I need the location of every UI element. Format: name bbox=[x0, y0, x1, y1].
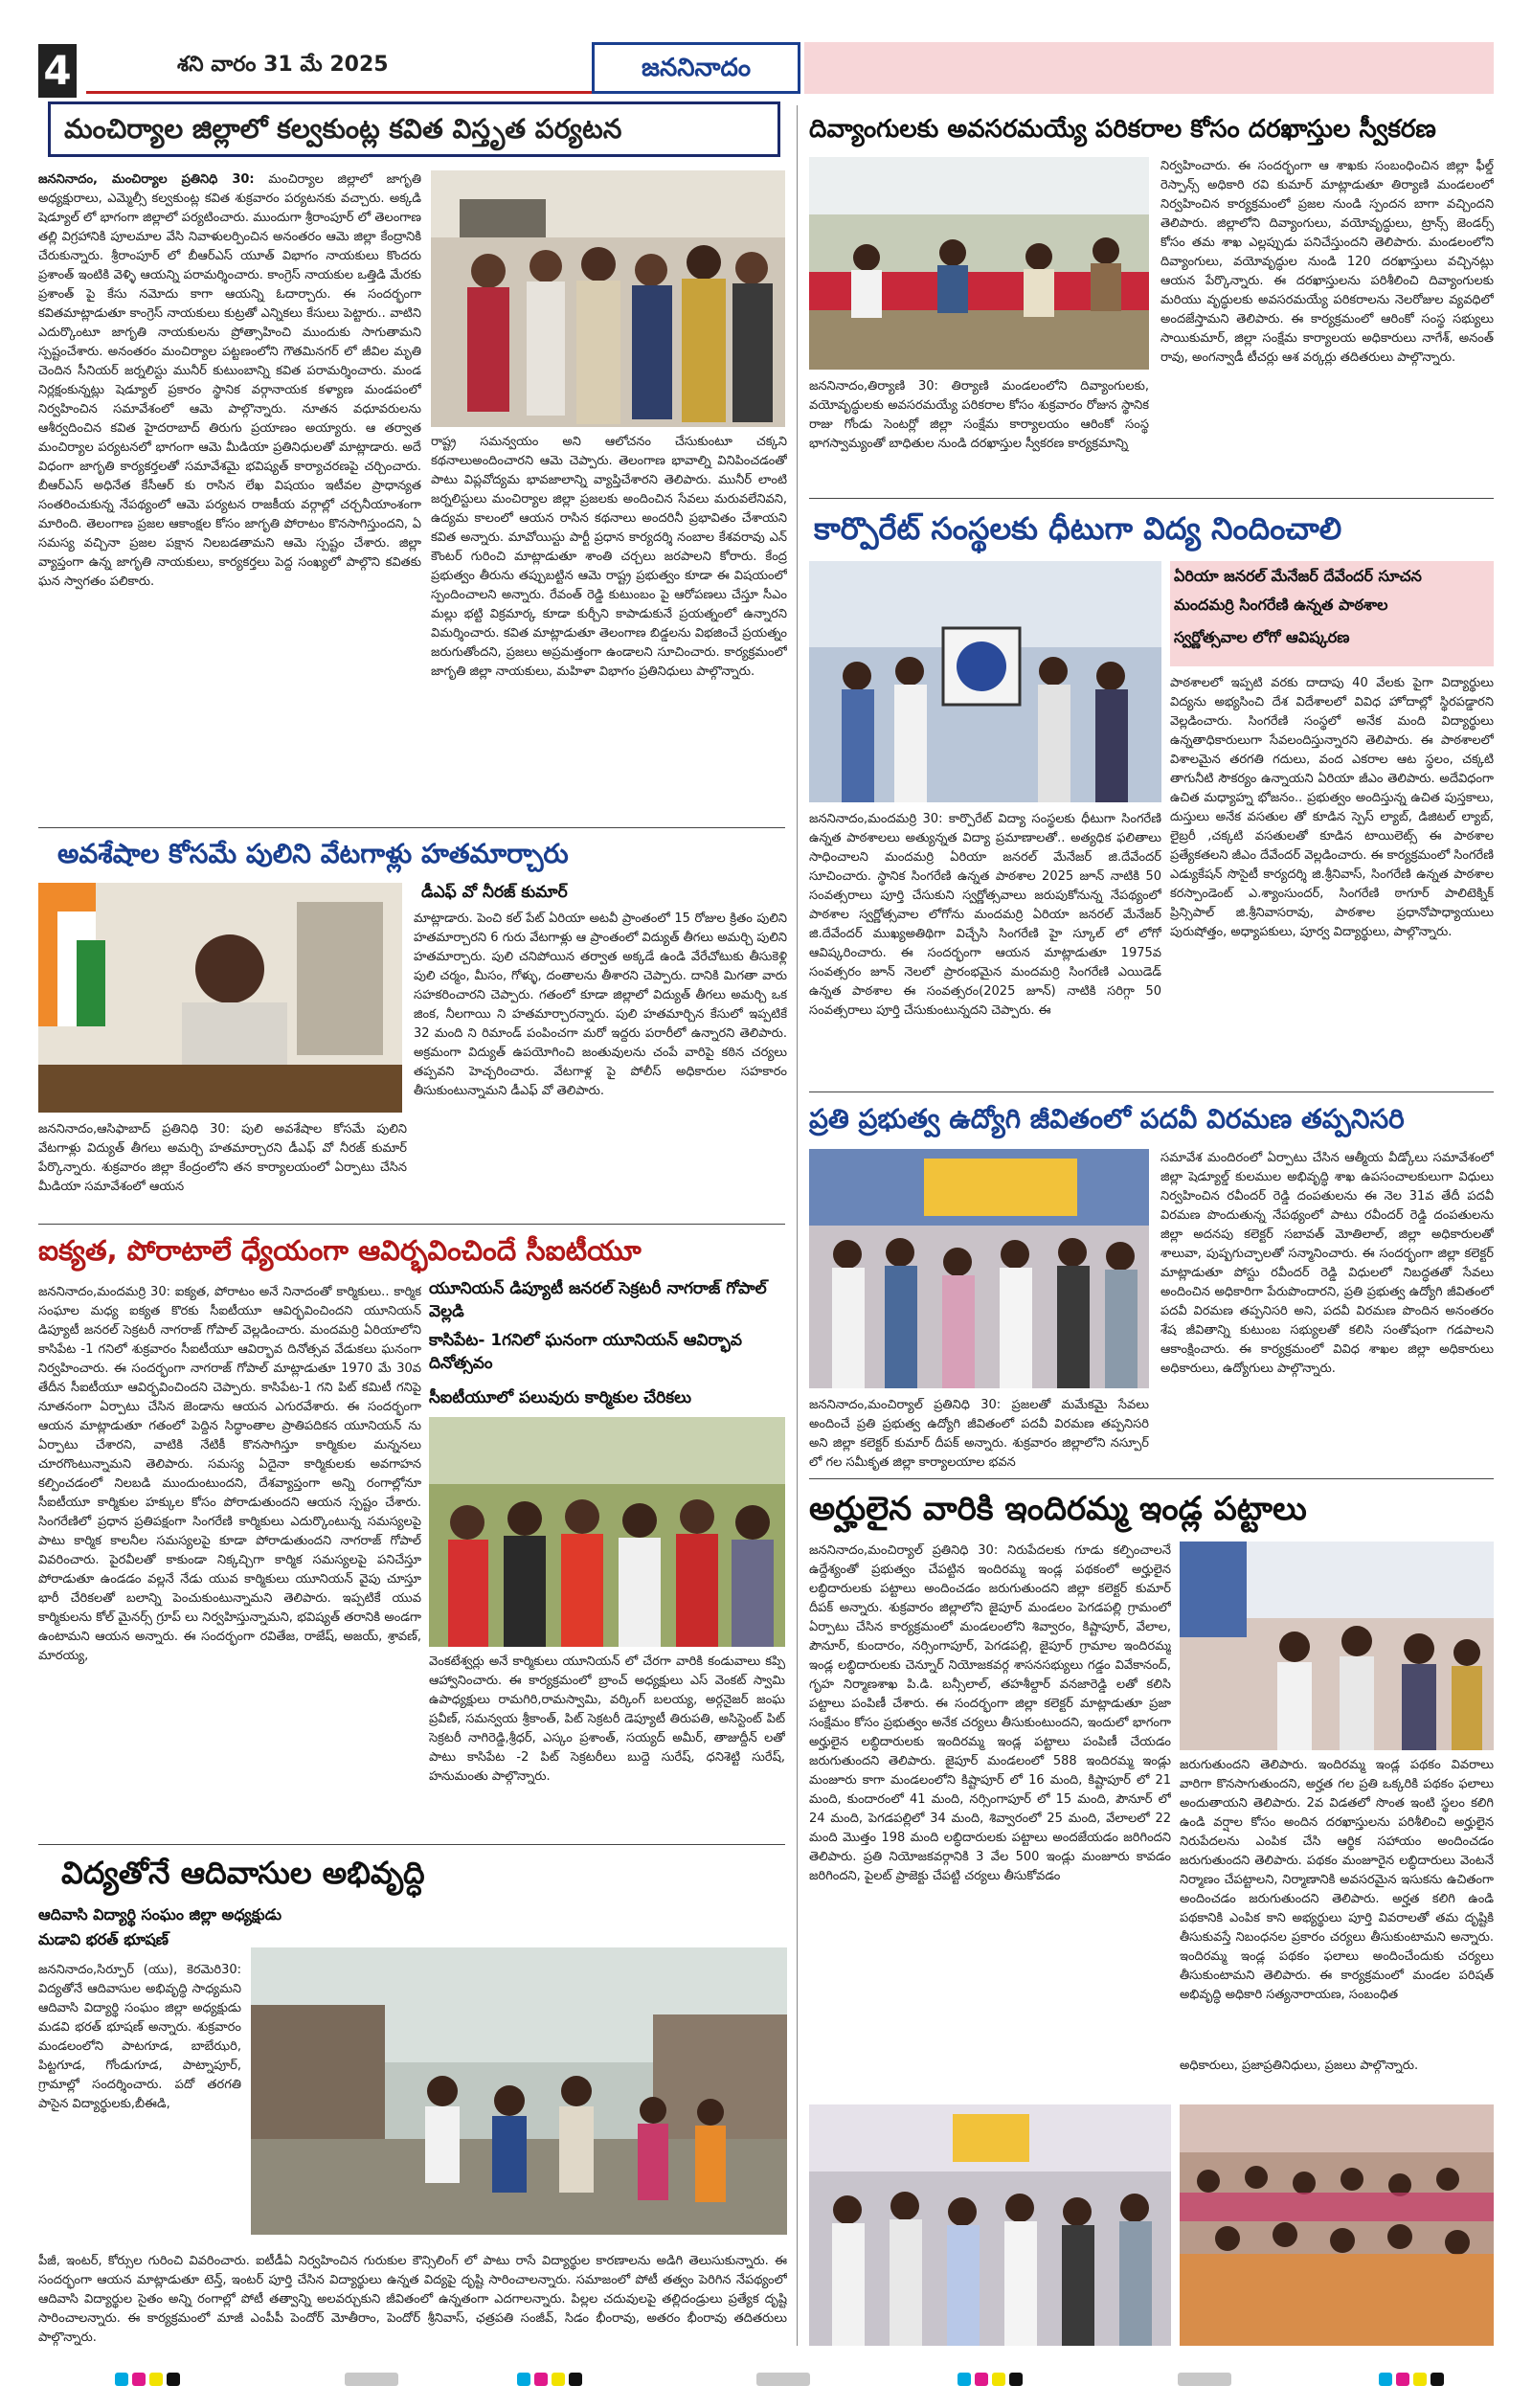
corporate-subhead-2: మందమర్రి సింగరేణి ఉన్నత పాఠశాల bbox=[1174, 596, 1388, 614]
registration-marks bbox=[115, 2373, 180, 2386]
section-rule bbox=[38, 1844, 785, 1845]
indiramma-body-tail: అధికారులు, ప్రజాప్రతినిధులు, ప్రజలు పాల్గొన్నారు. bbox=[1180, 2059, 1419, 2073]
kavitha-body bbox=[38, 170, 421, 821]
adivasi-photo bbox=[251, 1947, 787, 2235]
corporate-headline: కార్పొరేట్ సంస్థలకు ధీటుగా విద్య నిందించాలి bbox=[814, 510, 1342, 547]
adivasi-subhead-2: మడావి భరత్ భూషణ్ bbox=[38, 1930, 169, 1948]
header-band bbox=[804, 42, 1494, 94]
corporate-subhead-1: ఏరియా జనరల్ మేనేజర్ దేవేందర్ సూచన bbox=[1174, 567, 1422, 585]
corporate-photo bbox=[809, 561, 1161, 802]
section-rule bbox=[809, 1091, 1494, 1092]
citu-subhead-2: కాసిపేట- 1గనిలో ఘనంగా యూనియన్ ఆవిర్భావ దినోత్సవం bbox=[429, 1331, 742, 1373]
registration-bar bbox=[1178, 2373, 1231, 2386]
retire-caption: జననినాదం,మంచిర్యాల్ ప్రతినిధి 30: ప్రజలతో మమేకమై సేవలు అందించే ప్రతి ప్రభుత్వ ఉద్యోగి జీవితంలో పదవీ విరమణ తప్పనిసరి అని జిల్లా కలెక్టర్ కుమార్ దీపక్ అన్నారు. శుక్రవారం జిల్లాలోని నస్పూర్ లో గల సమీకృత జిల్లా కార్యాలయాల భవన bbox=[809, 1398, 1149, 1470]
retire-photo bbox=[809, 1149, 1149, 1388]
adivasi-body-bottom: పీజీ, ఇంటర్, కోర్సుల గురించి వివరించారు. ఐటీడీఏ నిర్వహించిన గురుకుల కౌన్సిలింగ్ లో పాటు రాసే విద్యార్థుల కారణాలను అడిగి తెలుసుకున్నారు. ఈ సందర్భంగా ఆయన మాట్లాడుతూ టెన్త్, ఇంటర్ పూర్తి చేసిన విద్యార్థులు ఉన్నత విద్యపై దృష్టి సారించాలన్నారు. సమాజంలో పోటీ తత్వం పెరిగిన నేపథ్యంలో ఆదివాసి విద్యార్థుల సైతం అన్ని రంగాల్లో పోటీ తత్వాన్ని అలవర్చుకుని జీవితంలో ఉన్నతంగా ఎదగాలన్నారు. పిల్లల చదువులపై తల్లిదండ్రులు ప్రత్యేక దృష్టి సారించాలన్నారు. ఈ కార్యక్రమంలో మాజీ ఎంపీపీ పెందోర్ మోతీరాం, పెందోర్ శ్రీనివాస్, ఛత్రపతి సంజీవ్, సిడం భీంరావు, అతరం భీంరావు తదితరులు పాల్గొన్నారు. bbox=[38, 2254, 787, 2345]
kavitha-headline: మంచిర్యాల జిల్లాలో కల్వకుంట్ల కవిత విస్తృత పర్యటన bbox=[48, 101, 780, 157]
retire-body: సమావేశ మందిరంలో ఏర్పాటు చేసిన ఆత్మీయ వీడ్కోలు సమావేశంలో జిల్లా షెడ్యూల్డ్ కులముల అభివృద్ధి శాఖ ఉపసంచాలకులుగా విధులు నిర్వహించిన రవీందర్ రెడ్డి దంపతులను ఈ నెల 31వ తేదీ పదవీ విరమణ పొందుతున్న నేపథ్యంలో పాటు రవీందర్ రెడ్డి దంపతులను జిల్లా అదనపు కలెక్టర్ సబావత్ మోతిలాల్, జిల్లా అధికారులతో శాలువా, పుష్పగుచ్ఛాలతో సన్మానించారు. ఈ సందర్భంగా జిల్లా కలెక్టర్ మాట్లాడుతూ పోస్టు రవీందర్ రెడ్డి విధులలో నిబద్ధతతో సేవలు అందించిన అధికారిగా పేరుపొందారని, ప్రతి ప్రభుత్వ ఉద్యోగి జీవితంలో పదవీ విరమణ తప్పనిసరి అని, పదవీ విరమణ పొందిన అనంతరం శేష జీవితాన్ని కుటుంబ సభ్యులతో కలిసి సంతోషంగా గడపాలని ఆకాంక్షించారు. ఈ కార్యక్రమంలో వివిధ శాఖల జిల్లా అధికారులు అధికారులు, ఉద్యోగులు పాల్గొన్నారు. bbox=[1160, 1151, 1494, 1376]
section-rule bbox=[38, 1224, 785, 1225]
section-rule bbox=[809, 1478, 1494, 1479]
registration-marks bbox=[1379, 2373, 1444, 2386]
retire-headline: ప్రతి ప్రభుత్వ ఉద్యోగి జీవితంలో పదవీ విరమణ తప్పనిసరి bbox=[809, 1103, 1405, 1135]
tiger-subhead: డీఎఫ్ వో నీరజ్ కుమార్ bbox=[421, 883, 568, 902]
section-rule bbox=[38, 827, 785, 828]
citu-subhead-1: యూనియన్ డిప్యూటీ జనరల్ సెక్రటరీ నాగరాజ్ గోపాల్ వెల్లడి bbox=[429, 1279, 767, 1321]
citu-headline: ఐక్యత, పోరాటాలే ధ్యేయంగా ఆవిర్భవించిందే సీఐటీయూ bbox=[38, 1234, 642, 1267]
adivasi-headline: విద్యతోనే ఆదివాసుల అభివృద్ధి bbox=[61, 1855, 425, 1891]
tiger-photo bbox=[38, 883, 402, 1113]
divyang-headline: దివ్యాంగులకు అవసరమయ్యే పరికరాల కోసం దరఖాస్తుల స్వీకరణ bbox=[809, 115, 1436, 144]
divyang-caption: జననినాదం,తిర్యాణి 30: తిర్యాణి మండలంలోని దివ్యాంగులకు, వయోవృద్ధులకు అవసరమయ్యే పరికరాల కోసం శుక్రవారం రోజున స్థానిక రాజు గోండు సెంటర్లో జిల్లా సంక్షేమ కార్యాలయం ఆరింకో సంస్థ భాగస్వామ్యంతో బాధితుల నుండి దరఖాస్తుల స్వీకరణ కార్యక్రమాన్ని bbox=[809, 379, 1149, 451]
tiger-caption: జననినాదం,ఆసిఫాబాద్ ప్రతినిధి 30: పులి అవశేషాల కోసమే పులిని వేటగాళ్లు విద్యుత్ తీగలు అమర్చి హతమార్చారని డీఎఫ్ వో నీరజ్ కుమార్ పేర్కొన్నారు. శుక్రవారం జిల్లా కేంద్రంలోని తన కార్యాలయంలో ఏర్పాటు చేసిన మీడియా సమావేశంలో ఆయన bbox=[38, 1122, 407, 1194]
citu-subhead-3: సీఐటీయూలో పలువురు కార్మికుల చేరికలు bbox=[429, 1388, 692, 1407]
page-number: 4 bbox=[38, 44, 77, 98]
citu-photo bbox=[429, 1417, 785, 1647]
indiramma-photo-1 bbox=[1180, 1542, 1494, 1750]
indiramma-photo-2 bbox=[809, 2104, 1171, 2346]
newspaper-brand: జననినాదం bbox=[592, 42, 800, 94]
tiger-body: మాట్లాడారు. పెంచి కల్ పేట్ ఏరియా అటవీ ప్రాంతంలో 15 రోజుల క్రితం పులిని హతమార్చారని 6 గురు వేటగాళ్లు ఆ ప్రాంతంలో విద్యుత్ తీగలు అమర్చి పులిని హతమార్చారు. పులి చనిపోయిన తర్వాత అక్కడే ఉండి వేరేచోటుకు తీసుకెళ్లి పులి చర్మం, మీసం, గోళ్ళు, దంతాలను తీశారని చెప్పారు. దానికి మిగతా వారు సహకరించారని చెప్పారు. గతంలో కూడా జిల్లాలో విద్యుత్ తీగలు అమర్చి ఒక జింక, నీలగాయి ని హతమార్చారన్నారు. పులి హతమార్చిన కేసులో ఇప్పటికే 32 మంది ని రిమాండ్ పంపించగా మరో ఇద్దరు పరారీలో ఉన్నారని తెలిపారు. అక్రమంగా విద్యుత్ ఉపయోగించి జంతువులను చంపే వారిపై కఠిన చర్యలు తప్పవని హెచ్చరించారు. వేటగాళ్ల పై పోలీస్ అధికారుల సహకారం తీసుకుంటున్నామని డీఎఫ్ వో తెలిపారు. bbox=[414, 911, 787, 1098]
indiramma-body: జననినాదం,మంచిర్యాల్ ప్రతినిధి 30: నిరుపేదలకు గూడు కల్పించాలనే ఉద్దేశ్యంతో ప్రభుత్వం చేపట్టిన ఇందిరమ్మ ఇండ్ల పథకంలో అర్హులైన లబ్ధిదారులకు పట్టాలు అందించడం జరుగుతుందని జిల్లా కలెక్టర్ కుమార్ దీపక్ అన్నారు. శుక్రవారం జిల్లాలోని జైపూర్ మండలం పెగడపల్లి గ్రామంలో ఏర్పాటు చేసిన కార్యక్రమంలో మండలంలోని శివ్వారం, కిష్టాపూర్, వేలాల, పౌనూర్, కుందారం, నర్సింగాపూర్, పెగడపల్లి, జైపూర్ గ్రామాల ఇందిరమ్మ ఇండ్ల లబ్ధిదారులకు చెన్నూర్ నియోజకవర్గ శాసనసభ్యులు గడ్డం వివేకానంద్, గృహ నిర్మాణశాఖ పి.డి. బన్సీలాల్, తహశీల్దార్ వనజారెడ్డి లతో కలిసి పట్టాలు పంపిణీ చేశారు. ఈ సందర్భంగా జిల్లా కలెక్టర్ మాట్లాడుతూ ప్రజా సంక్షేమం కోసం ప్రభుత్వం అనేక చర్యలు తీసుకుంటుందని, ఇందులో భాగంగా అర్హులైన లబ్ధిదారులకు ఇందిరమ్మ ఇండ్ల పట్టాలు పంపిణీ చేయడం జరుగుతుందని తెలిపారు. జైపూర్ మండలంలో 588 ఇందిరమ్మ ఇండ్లు మంజూరు కాగా మండలంలోని కిష్టాపూర్ లో 16 మంది, కిష్టాపూర్ లో 21 మంది, కుందారంలో 41 మంది, నర్సింగాపూర్ లో 15 మంది, పౌనూర్ లో 24 మంది, పెగడపల్లిలో 34 మంది, శివ్వారంలో 25 మంది, వేలాలలో 22 మంది మొత్తం 198 మంది లబ్ధిదారులకు పట్టాలు అందజేయడం జరిగిందని తెలిపారు. ప్రతి నియోజకవర్గానికి 3 వేల 500 ఇండ్లు మంజూరు కావడం జరిగిందని, పైలట్ ప్రాజెక్టు చేపట్టి చర్యలు తీసుకోవడం bbox=[809, 1543, 1171, 1883]
section-rule bbox=[809, 498, 1494, 499]
kavitha-body-right: రాష్ట్ర సమన్వయం అని ఆలోచనం చేసుకుంటూ చక్కని కథనాలుఅందించారని ఆమె చెప్పారు. తెలంగాణ భావాల్ని వినిపించడంతో పాటు విప్లవోద్యమ భావజాలాన్ని వ్యాప్తిచేశారని తెలిపారు. మునీర్ లాంటి జర్నలిస్టులు మంచిర్యాల జిల్లా ప్రజలకు అందించిన సేవలు మరువలేనివని, ఉద్యమ కాలంలో ఆయన రాసిన కథనాలు అందరినీ ప్రభావితం చేశాయని కవిత అన్నారు. మావోయిస్టు పార్టీ ప్రధాన కార్యదర్శి నంబాల కేశవరావు ఎన్ కౌంటర్ గురించి మాట్లాడుతూ శాంతి చర్చలు జరపాలని కోరారు. కేంద్ర ప్రభుత్వం తీరును తప్పుబట్టిన ఆమె రాష్ట్ర ప్రభుత్వం కూడా ఈ విషయంలో స్పందించాలని అన్నారు. రేవంత్ రెడ్డి కుటుంబం పై ఆరోపణలు చేస్తూ సీఎం మల్లు భట్టి విక్రమార్క కూడా కుర్చీని కాపాడుకునే ప్రయత్నంలో ఉన్నారని విమర్శించారు. కవిత మాట్లాడుతూ తెలంగాణ బిడ్డలను విభజించే ప్రయత్నం జరుగుతోందని, ప్రజలు అప్రమత్తంగా ఉండాలని సూచించారు. కార్యక్రమంలో జాగృతి జిల్లా నాయకులు, మహిళా విభాగం ప్రతినిధులు పాల్గొన్నారు. bbox=[431, 435, 787, 679]
citu-body-right: వెంకటేశ్వర్లు అనే కార్మికులు యూనియన్ లో చేరగా వారికి కండువాలు కప్పి ఆహ్వానించారు. ఈ కార్యక్రమంలో బ్రాంచ్ అధ్యక్షులు ఎస్ వెంకట్ స్వామి ఉపాధ్యక్షులు రామగిరి,రామస్వామి, వర్కింగ్ బలయ్య, అర్గనైజర్ జంఘ ప్రవీణ్, సమన్వయ శ్రీకాంత్, పిట్ సెక్రటరీ డెప్యూటీ తిరుపతి, అసిస్టెంట్ పిట్ సెక్రటరీ నాగిరెడ్డి,శ్రీధర్, ఎస్కం ప్రశాంత్, సయ్యద్ అమీర్, తాజుద్దీన్ లతో పాటు కాసిపేట -2 పిట్ సెక్రటరీలు బుద్దె సురేష్, ధనిశెట్టి సురేష్, హనుమంతు పాల్గొన్నారు. bbox=[429, 1654, 785, 1784]
issue-date: శని వారం 31 మే 2025 bbox=[177, 53, 389, 77]
tiger-headline: అవశేషాల కోసమే పులిని వేటగాళ్లు హతమార్చారు bbox=[57, 838, 569, 869]
indiramma-photo-3 bbox=[1180, 2104, 1494, 2346]
citu-body: జననినాదం,మందమర్రి 30: ఐక్యత, పోరాటం అనే నినాదంతో కార్మికులు.. కార్మిక సంఘాల మధ్య ఐక్యత కొరకు సీఐటీయూ ఆవిర్భవించిందని యూనియన్ డిప్యూటీ జనరల్ సెక్రటరీ నాగరాజ్ గోపాల్ వెల్లడించారు. మందమర్రి ఏరియాలోని కాసిపేట -1 గనిలో శుక్రవారం సీఐటీయూ ఆవిర్భావ దినోత్సవ వేడుకలు ఘనంగా నిర్వహించారు. ఈ సందర్భంగా నాగరాజ్ గోపాల్ మాట్లాడుతూ 1970 మే 30వ తేదీన సీఐటీయూ ఆవిర్భవించిందని చెప్పారు. కాసిపేట-1 గని పిట్ కమిటీ గనిపై నూతనంగా ఏర్పాటు చేసిన జెండాను ఆయన ఎగురవేశారు. ఈ సందర్భంగా ఆయన మాట్లాడుతూ గతంలో పెద్దిన సిద్ధాంతాల ప్రాతిపదికన యూనియన్ ను ఏర్పాటు చేశారని, వాటికి నేటికీ కొనసాగిస్తూ కార్మికుల మన్ననలు చూరగొంటున్నామని తెలిపారు. సమస్య ఏదైనా కార్మికులకు అవగాహన కల్పించడంలో నిలబడి ముందుంటుందని, దేశవ్యాప్తంగా అన్ని రంగాల్లోనూ సీఐటీయూ కార్మికుల హక్కుల కోసం పోరాడుతుందని ఆయన స్పష్టం చేశారు. సింగరేణిలో ప్రధాన ప్రతిపక్షంగా సింగరేణి కార్మికులు ఎదుర్కొంటున్న సమస్యలపై పాటు కార్మిక కాలనీల సమస్యలపై కూడా పోరాడుతుందని నాగరాజ్ గోపాల్ వివరించారు. పైరవీలతో కాకుండా నిక్కచ్చిగా కార్మిక సమస్యలపై పనిచేస్తూ పోరాడుతూ ఉండడం వల్లనే నేడు యువ కార్మికులు యూనియన్ వైపు చూస్తూ భారీ చేరికలతో బలాన్ని పెంచుకుంటున్నామని తెలిపారు. ఇప్పటికే యువ కార్మికులను కోల్ మైనర్స్ గ్రూప్ లు నిర్వహిస్తున్నామని, భవిష్యత్ తరానికి అండగా ఉంటామని ఆయన అన్నారు. ఈ సందర్భంగా రవితేజ, రాజేష్, అజయ్, శ్రావణ్, మారయ్య, bbox=[38, 1285, 421, 1663]
divyang-body: నిర్వహించారు. ఈ సందర్భంగా ఆ శాఖకు సంబంధించిన జిల్లా ఫీల్డ్ రెస్పాన్స్ అధికారి రవి కుమార్ మాట్లాడుతూ తిర్యాణి మండలంలో నిర్వహించిన కార్యక్రమంలో ప్రజల నుండి స్పందన బాగా వచ్చిందని తెలిపారు. జిల్లాలోని దివ్యాంగులు, వయోవృద్ధులు, ట్రాన్స్ జెండర్స్ కోసం తమ శాఖ ఎల్లప్పుడు పనిచేస్తుందని తెలిపారు. మండలంలోని దివ్యాంగులు, వయోవృద్ధుల నుండి 120 దరఖాస్తులు వచ్చినట్లు ఆయన పేర్కొన్నారు. ఈ దరఖాస్తులను పరిశీలించి దివ్యాంగులకు మరియు వృద్ధులకు అవసరమయ్యే పరికరాలను నెలరోజుల వ్యవధిలో అందజేస్తామని తెలిపారు. ఈ కార్యక్రమంలో ఆరింకో సంస్థ సభ్యులు సాయికుమార్, జిల్లా సంక్షేమ కార్యాలయ అధికారులు నాగేశ్, అనంత్ రావు, అంగన్వాడీ టీచర్లు ఆశ వర్కర్లు తదితరులు పాల్గొన్నారు. bbox=[1160, 159, 1494, 365]
header-rule bbox=[86, 91, 594, 94]
indiramma-headline: అర్హులైన వారికి ఇందిరమ్మ ఇండ్ల పట్టాలు bbox=[809, 1490, 1307, 1528]
adivasi-subhead-1: ఆదివాసి విద్యార్థి సంఘం జిల్లా అధ్యక్షుడు bbox=[38, 1905, 282, 1924]
kavitha-dateline: జననినాదం, మంచిర్యాల ప్రతినిధి 30: bbox=[38, 172, 255, 187]
registration-bar bbox=[345, 2373, 398, 2386]
registration-bar bbox=[756, 2373, 810, 2386]
corporate-body: జననినాదం,మందమర్రి 30: కార్పొరేట్ విద్యా సంస్థలకు ధీటుగా సింగరేణి ఉన్నత పాఠశాలలు అత్యున్నత విద్యా ప్రమాణాలతో.. అత్యధిక ఫలితాలు సాధించాలని మందమర్రి ఏరియా జనరల్ మేనేజర్ జి.దేవేందర్ సూచించారు. స్థానిక సింగరేణి ఉన్నత పాఠశాల 2025 జూన్ నాటికి 50 సంవత్సరాలు పూర్తి చేసుకుని స్వర్ణోత్సవాలు జరుపుకోనున్న నేపథ్యంలో పాఠశాల స్వర్ణోత్సవాల లోగోను మందమర్రి ఏరియా జనరల్ మేనేజర్ జి.దేవేందర్ ముఖ్యఅతిథిగా విచ్చేసి సింగరేణి హై స్కూల్ లో లోగో ఆవిష్కరించారు. ఈ సందర్భంగా ఆయన మాట్లాడుతూ 1975వ సంవత్సరం జూన్ నెలలో ప్రారంభమైన మందమర్రి సింగరేణి ఎయిడెడ్ ఉన్నత పాఠశాల ఈ సంవత్సరం(2025 జూన్) నాటికి సరిగ్గా 50 సంవత్సరాలు పూర్తి చేసుకుంటున్నదని చెప్పారు. ఈ bbox=[809, 812, 1161, 1018]
column-divider bbox=[797, 105, 798, 2346]
corporate-body-top: పాఠశాలలో ఇప్పటి వరకు దాదాపు 40 వేలకు పైగా విద్యార్థులు విద్యను అభ్యసించి దేశ విదేశాలలో వివిధ హోదాల్లో స్థిరపడ్డారని వెల్లడించారు. సింగరేణి సంస్థలో అనేక మంది విద్యార్థులు ఉన్నతాధికారులుగా సేవలందిస్తున్నారని తెలిపారు. ఈ పాఠశాలలో విశాలమైన తరగతి గదులు, వంద ఎకరాల ఆట స్థలం, చక్కటి తాగునీటి సౌకర్యం ఉన్నాయని ఏరియా జీఎం తెలిపారు. అదేవిధంగా ఉచిత మధ్యాహ్న భోజనం.. ప్రభుత్వం అందిస్తున్న ఉచిత పుస్తకాలు, దుస్తులు అనేక వసతుల తో కూడిన స్పెస్ ల్యాబ్, డిజిటల్ ల్యాబ్, లైబ్రరీ ,చక్కటి వసతులతో కూడిన టాయిలెట్స్ ఈ పాఠశాల ప్రత్యేకతలని జీఎం దేవేందర్ వెల్లడించారు. ఈ కార్యక్రమంలో సింగరేణి ఎడ్యుకేషన్ సొసైటీ కార్యదర్శి జి.శ్రీనివాస్, సింగరేణి ఉన్నత పాఠశాల కరస్పాండెంట్ ఎ.శ్యాంసుందర్, సింగరేణి ఠాగూర్ పాలిటెక్నిక్ ప్రిన్సిపాల్ జి.శ్రీనివాసరావు, పాఠశాల ప్రధానోపాధ్యాయులు పురుషోత్తం, అధ్యాపకులు, పూర్వ విద్యార్థులు, పాల్గొన్నారు. bbox=[1170, 676, 1494, 939]
divyang-photo bbox=[809, 157, 1149, 370]
kavitha-body-text: మంచిర్యాల జిల్లాలో జాగృతి అధ్యక్షురాలు, ఎమ్మెల్సీ కల్వకుంట్ల కవిత శుక్రవారం పర్యటనకు వచ్చారు. అక్కడి షెడ్యూల్ లో భాగంగా జిల్లాలో పర్యటించారు. ముందుగా శ్రీరాంపూర్ లో తెలంగాణ తల్లి విగ్రహానికి పూలమాల వేసి నివాళులర్పించిన అనంతరం ఆమె జిల్లా కేంద్రానికి చేరుకున్నారు. శ్రీరాంపూర్ లో బీఆర్ఎస్ యూత్ విభాగం నాయకులు కొందరు ప్రశాంత్ ఇంటికి వెళ్ళి ఆయన్ని పరామర్శించారు. కాంగ్రెస్ నాయకుల ఒత్తిడి మేరకు ప్రశాంత్ పై కేసు నమోదు కాగా ఆయన్ని ఓదార్చారు. ఈ సందర్భంగా కవితమాట్లాడుతూ కాంగ్రెస్ నాయకులు కుట్రతో ఎన్నికలు కేసులు పెట్టారు.. వాటిని ఎదుర్కొంటూ జాగృతి నాయకులను ప్రోత్సాహించి ముందుకు సాగుతామని స్పష్టంచేశారు. అనంతరం మంచిర్యాల పట్టణంలోని గౌతమినగర్ లో జీవిల మృతి చెందిన సీనియర్ జర్నలిస్టు మునీర్ కుటుంబాన్ని కవిత పరామర్శించారు. మండ నిర్లక్షంకున్నట్లు షెడ్యూల్ ప్రకారం స్థానిక వర్గానాయక కళ్యాణ మండపంలో నిర్వహించిన సమావేశంలో ఆమె పాల్గొన్నారు. నూతన వధూవరులను ఆశీర్వదించిన కవిత హైదరాబాద్ తిరుగు ప్రయాణం అయ్యారు. ఆ తర్వాత మంచిర్యాల పర్యటనలో భాగంగా ఆమె మీడియా ప్రతినిధులతో మాట్లాడారు. అదే విధంగా జాగృతి కార్యకర్తలతో సమావేశమై భవిష్యత్ కార్యాచరణపై చర్చించారు. బీఆర్ఎస్ అధినేత కేసీఆర్ కు రాసిన లేఖ విషయం ఇటీవల ప్రాధాన్యత సంతరించుకున్న నేపథ్యంలో ఆమె పర్యటన రాజకీయ వర్గాల్లో చర్చనీయాంశంగా మారింది. తెలంగాణ ప్రజల ఆకాంక్షల కోసం జాగృతి పోరాటం కొనసాగిస్తుందని, ఏ సమస్య వచ్చినా ప్రజల పక్షాన నిలబడతామని ఆమె స్పష్టం చేశారు. జిల్లా వ్యాప్తంగా ఉన్న జాగృతి నాయకులు, కార్యకర్తలు పెద్ద సంఖ్యలో పాల్గొని కవితకు ఘన స్వాగతం పలికారు. bbox=[38, 172, 421, 589]
registration-marks bbox=[517, 2373, 582, 2386]
adivasi-body: జననినాదం,సిర్పూర్ (యు), కెరమెరి30: విద్యతోనే ఆదివాసుల అభివృద్ధి సాధ్యమని ఆదివాసి విద్యార్థి సంఘం జిల్లా అధ్యక్షుడు మడవి భరత్ భూషణ్ అన్నారు. శుక్రవారం మండలంలోని పాటగూడ, బాబేఝరి, పిట్టగూడ, గోండుగూడ, పాట్నాపూర్, గ్రామాల్లో సందర్శించారు. పదో తరగతి పాసైన విద్యార్థులకు,బీఈడి, bbox=[38, 1963, 241, 2111]
corporate-subhead-3: స్వర్ణోత్సవాల లోగో ఆవిష్కరణ bbox=[1174, 628, 1350, 646]
registration-marks bbox=[958, 2373, 1023, 2386]
kavitha-photo bbox=[431, 170, 785, 427]
indiramma-body-right: జరుగుతుందని తెలిపారు. ఇందిరమ్మ ఇండ్ల పథకం వివరాలు వారిగా కొనసాగుతుందని, అర్హత గల ప్రతి ఒక్కరికి పథకం ఫలాలు అందుతాయని తెలిపారు. 2వ విడతలో సొంత ఇంటి స్థలం కలిగి ఉండి వర్షాల కోసం అందిన దరఖాస్తులను పరిశీలించి అర్హులైన నిరుపేదలను ఎంపిక చేసి ఆర్థిక సహాయం అందించడం జరుగుతుందని తెలిపారు. పథకం మంజూరైన లబ్ధిదారులు వెంటనే నిర్మాణం చేపట్టాలని, నిర్మాణానికి అవసరమైన ఇసుకను ఉచితంగా అందించడం జరుగుతుందని తెలిపారు. అర్హత కలిగి ఉండి పథకానికి ఎంపిక కాని అభ్యర్థులు పూర్తి వివరాలతో తమ దృష్టికి తీసుకువస్తే నిబంధనల ప్రకారం చర్యలు తీసుకుంటామని అన్నారు. ఇందిరమ్మ ఇండ్ల పథకం ఫలాలు అందించేందుకు చర్యలు తీసుకుంటామని తెలిపారు. ఈ కార్యక్రమంలో మండల పరిషత్ అభివృద్ధి అధికారి సత్యనారాయణ, సంబంధిత bbox=[1180, 1758, 1494, 2002]
